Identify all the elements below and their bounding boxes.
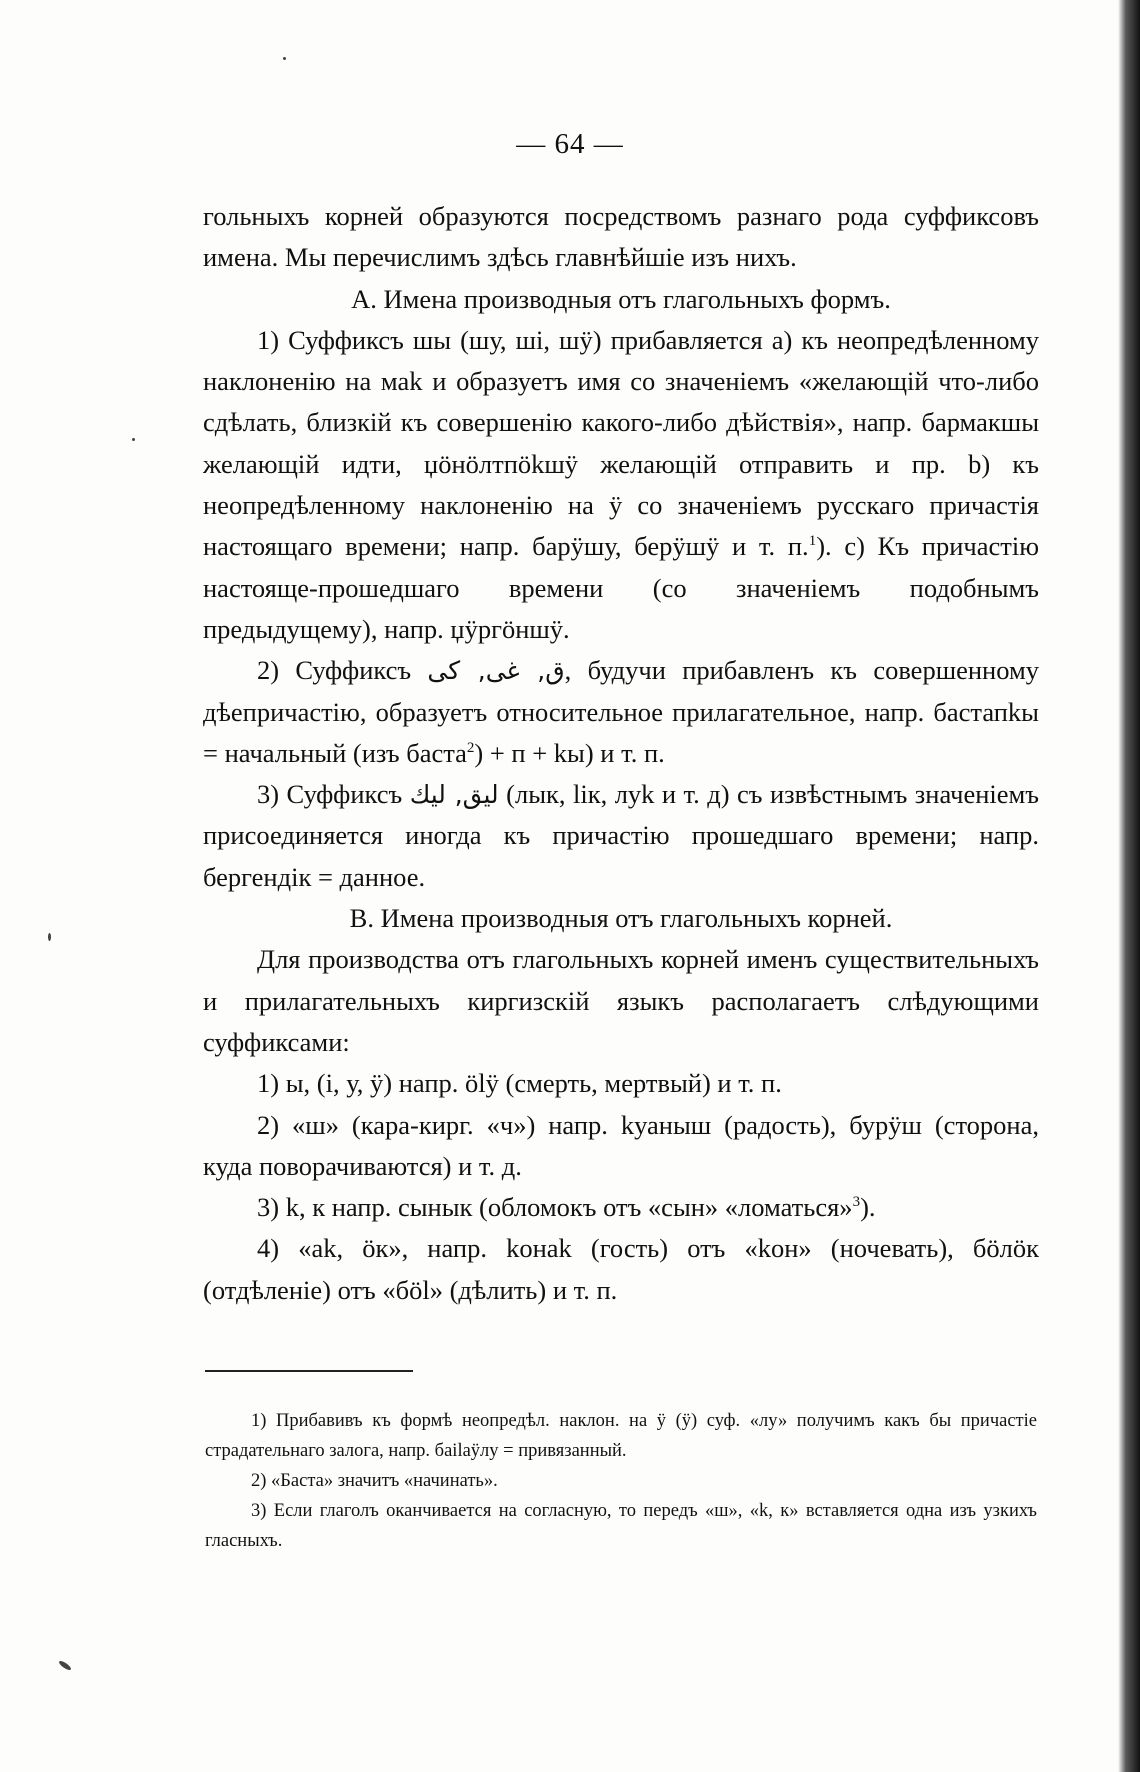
list-item-b2: 2) «ш» (кара-кирг. «ч») напр. kуаныш (радость), бурӱш (сторона, куда поворачиваются) и т. д.	[203, 1109, 1039, 1181]
list-item-b3-tail: ).	[860, 1192, 876, 1223]
footnote-2: 2) «Баста» значитъ «начинать».	[251, 1471, 498, 1491]
paragraph-suffix-3-start: 3) Суффиксъ	[257, 779, 403, 810]
footnote-ref-2: 2	[466, 740, 475, 757]
list-item-b3-text: 3) k, к напр. сынык (обломокъ отъ «сын» «ломаться»	[257, 1192, 853, 1223]
arabic-suffixes-3: ليق, ليك	[409, 780, 499, 810]
scan-speck	[283, 57, 286, 60]
paragraph-suffix-1-text: 1) Суффиксъ шы (шу, ші, шӱ) прибавляется a) къ неопредѣленному наклоненію на маk и образуетъ имя со значеніемъ «желающій что-либо сдѣлать, близкій къ совершенію какого-либо дѣйствія», напр. бармакшы желающій идти, џӧнӧлтпӧkшӱ желающій отправить и пр. b) къ неопредѣленному наклоненію на ӱ со значеніемъ русскаго причастія настоящаго времени; напр. барӱшу, берӱшӱ и т. п.	[203, 324, 1039, 562]
page-number: — 64 —	[516, 128, 624, 160]
paragraph-suffix-3-text: (лык, lік, луk и т. д) съ извѣстнымъ значеніемъ присоединяется иногда къ причастію прошедшаго времени; напр. бергендік = данное.	[203, 779, 1040, 892]
book-spine-edge	[1118, 0, 1140, 1772]
paragraph-suffix-3	[203, 774, 1039, 898]
intro-b-paragraph: Для производства отъ глагольныхъ корней именъ существительныхъ и прилагательныхъ киргизскій языкъ располагаетъ слѣдующими суффиксами:	[203, 944, 1039, 1057]
paragraph-suffix-1-tail: ). c) Къ причастію настояще-прошедшаго времени (со значеніемъ подобнымъ предыдущему), напр. џӱргӧншӱ.	[203, 531, 1040, 644]
list-item-b4: 4) «аk, ӧк», напр. kонаk (гость) отъ «kон» (ночевать), бӧлӧк (отдѣленіе) отъ «бӧl» (дѣлить) и т. п.	[203, 1233, 1039, 1305]
paragraph-suffix-2-text: , будучи прибавленъ къ совершенному дѣепричастію, образуетъ относительное прилагательное, напр. бастапkы = начальный (изъ баста	[203, 655, 1039, 768]
intro-paragraph: гольныхъ корней образуются посредствомъ разнаго рода суффиксовъ имена. Мы перечислимъ здѣсь главнѣйшіе изъ нихъ.	[203, 201, 1039, 273]
arabic-suffixes-2: ق, غى, كى	[427, 656, 565, 686]
paragraph-suffix-2	[203, 650, 1039, 774]
footnote-3: 3) Если глаголъ оканчивается на согласную, то передъ «ш», «k, к» вставляется одна изъ узкихъ гласныхъ.	[205, 1501, 1037, 1551]
footnote-ref-3: 3	[852, 1194, 861, 1211]
list-item-b3	[203, 1187, 1039, 1228]
main-text	[203, 196, 1039, 1311]
section-heading-a: А. Имена производныя отъ глагольныхъ формъ.	[351, 283, 891, 314]
footnotes	[205, 1406, 1037, 1556]
footnote-divider	[205, 1370, 413, 1372]
section-heading-b: В. Имена производныя отъ глагольныхъ корней.	[349, 903, 893, 934]
scan-speck	[48, 933, 51, 941]
paragraph-suffix-1	[203, 320, 1039, 650]
list-item-b1: 1) ы, (і, у, ӱ) напр. ӧlӱ (смерть, мертвый) и т. п.	[257, 1068, 782, 1099]
footnote-1: 1) Прибавивъ къ формѣ неопредѣл. наклон. на ӱ (ӱ) суф. «лу» получимъ какъ бы причастіе страдательнаго залога, напр. баіlаӱлу = привязанный.	[205, 1411, 1037, 1461]
paragraph-suffix-2-start: 2) Суффиксъ	[257, 655, 412, 686]
scan-speck	[58, 1659, 72, 1671]
paragraph-suffix-2-tail: ) + п + kы) и т. п.	[474, 737, 665, 768]
footnote-ref-1: 1	[808, 533, 817, 550]
scan-speck	[132, 438, 135, 441]
